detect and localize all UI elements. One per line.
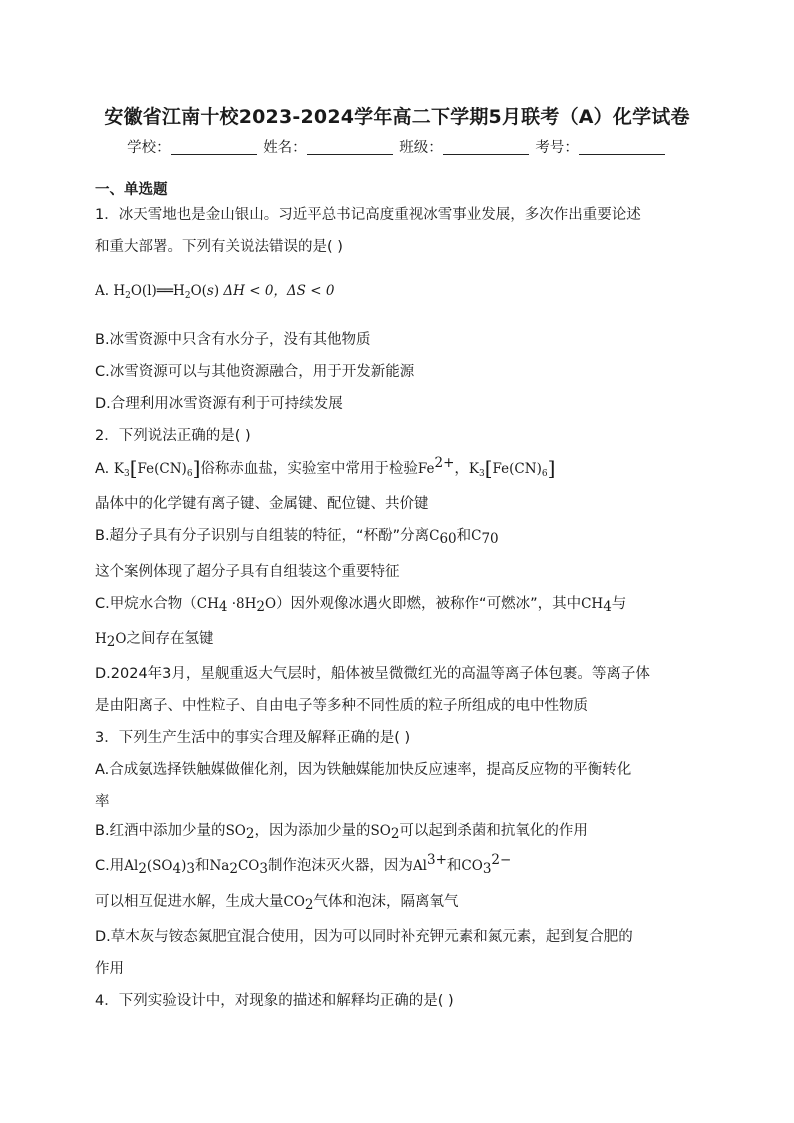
q3-option-a-line2: 率	[95, 794, 110, 810]
q2-stem: 2．下列说法正确的是( )	[95, 428, 251, 444]
q2-option-d-line2: 是由阳离子、中性粒子、自由电子等多种不同性质的粒子所组成的电中性物质	[95, 698, 588, 714]
q2-option-c: C.甲烷水合物$(CH_4 \cdot 8H_2O)$因外观像冰遇火即燃，被称作“可燃冰”，其中$CH_4$与	[95, 596, 627, 615]
school-blank[interactable]	[171, 140, 257, 155]
q3-option-c-line2: 可以相互促进水解，生成大量$CO_2$气体和泡沫，隔离氧气	[95, 894, 459, 913]
q3-option-c: C.用$Al_2(SO_4)_3$和$Na_2CO_3$制作泡沫灭火器，因为$Al^{3+}$和$CO_3^{2-}$	[95, 852, 512, 877]
q1-stem-line1: 1．冰天雪地也是金山银山。习近平总书记高度重视冰雪事业发展，多次作出重要论述	[95, 207, 641, 223]
q3-option-d-line1: D.草木灰与铵态氮肥宜混合使用，因为可以同时补充钾元素和氮元素，起到复合肥的	[95, 929, 633, 945]
q2-option-b-line2: 这个案例体现了超分子具有自组装这个重要特征	[95, 564, 400, 580]
q1-stem-line2: 和重大部署。下列有关说法错误的是( )	[95, 239, 343, 255]
number-label: 考号：	[535, 140, 579, 156]
q1-option-b: B.冰雪资源中只含有水分子，没有其他物质	[95, 332, 371, 348]
q4-stem: 4．下列实验设计中，对现象的描述和解释均正确的是( )	[95, 993, 454, 1009]
school-label: 学校：	[127, 140, 171, 156]
q3-stem: 3．下列生产生活中的事实合理及解释正确的是( )	[95, 730, 411, 746]
name-blank[interactable]	[307, 140, 393, 155]
exam-title: 安徽省江南十校2023-2024学年高二下学期5月联考（A）化学试卷	[104, 106, 690, 128]
q3-option-a-line1: A.合成氨选择铁触媒做催化剂，因为铁触媒能加快反应速率，提高反应物的平衡转化	[95, 762, 632, 778]
q1-option-c: C.冰雪资源可以与其他资源融合，用于开发新能源	[95, 364, 415, 380]
q3-option-d-line2: 作用	[95, 961, 124, 977]
q1-option-a: A. $H_2O(l)══H_2O(s) \Delta H < 0$，ΔS < 0	[95, 283, 335, 301]
class-blank[interactable]	[443, 140, 529, 155]
q1-option-d: D.合理利用冰雪资源有利于可持续发展	[95, 396, 343, 412]
student-info-row	[0, 136, 794, 157]
name-label: 姓名：	[263, 140, 307, 156]
number-blank[interactable]	[579, 140, 665, 155]
section-heading: 一、单选题	[95, 182, 168, 198]
q2-option-b: B.超分子具有分子识别与自组装的特征，“杯酚”分离$C_{60}$和$C_{70}$	[95, 528, 499, 547]
q2-option-a: A. $K_3[Fe(CN)_6]$俗称赤血盐，实验室中常用于检验$Fe^{2+}$，$K_3[Fe(CN)_6]$	[95, 455, 556, 480]
q3-option-b: B.红酒中添加少量的$SO_2$，因为添加少量的$SO_2$可以起到杀菌和抗氧化的作用	[95, 823, 588, 842]
q2-option-c-line2: $H_2O$之间存在氢键	[95, 631, 214, 650]
q2-option-a-line2: 晶体中的化学键有离子键、金属键、配位键、共价键	[95, 496, 429, 512]
q2-option-d-line1: D.2024年3月，星舰重返大气层时，船体被呈微微红光的高温等离子体包裹。等离子体	[95, 666, 650, 682]
class-label: 班级：	[399, 140, 443, 156]
